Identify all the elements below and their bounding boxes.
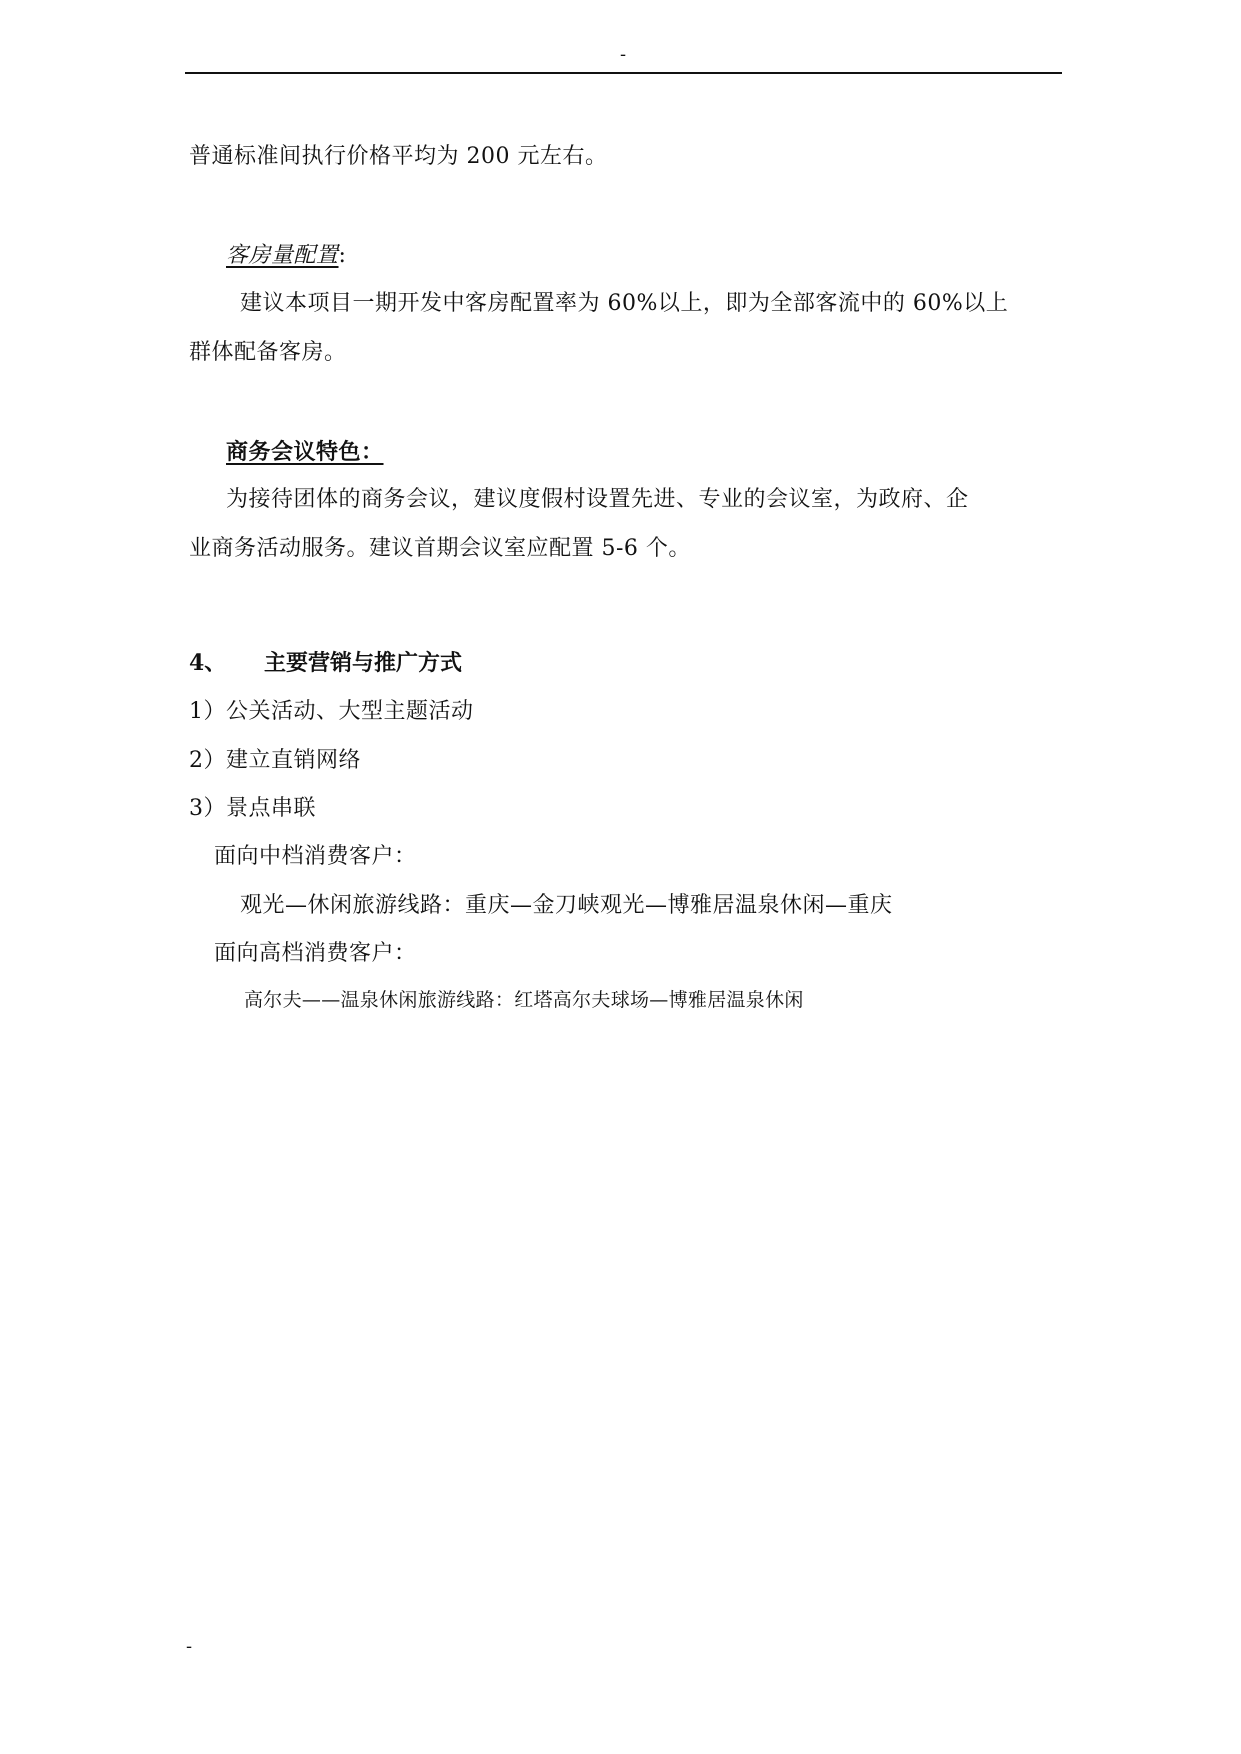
- business-meeting-heading: 商务会议特色：: [226, 439, 384, 465]
- mid-tier-label: 面向中档消费客户：: [214, 844, 417, 869]
- high-tier-route: 高尔夫——温泉休闲旅游线路：红塔高尔夫球场—博雅居温泉休闲: [244, 989, 804, 1011]
- footer-mark: -: [186, 1636, 193, 1657]
- room-config-line-1: 建议本项目一期开发中客房配置率为 60%以上，即为全部客流中的 60%以上: [240, 291, 1009, 316]
- business-meeting-line-1: 为接待团体的商务会议，建议度假村设置先进、专业的会议室，为政府、企: [226, 487, 969, 512]
- room-config-heading-text: 客房量配置: [226, 243, 339, 268]
- header-mark: -: [620, 44, 627, 65]
- room-config-heading-colon: :: [338, 243, 347, 268]
- list-item: 2）建立直销网络: [189, 748, 361, 773]
- section-4-heading: [189, 648, 462, 678]
- section-4-title: 主要营销与推广方式: [264, 650, 463, 676]
- room-config-heading: [226, 241, 346, 271]
- section-4-number: 4、: [189, 650, 227, 676]
- header-divider: [185, 72, 1062, 74]
- price-paragraph: 普通标准间执行价格平均为 200 元左右。: [189, 144, 608, 169]
- high-tier-label: 面向高档消费客户：: [214, 941, 417, 966]
- mid-tier-route: 观光—休闲旅游线路：重庆—金刀峡观光—博雅居温泉休闲—重庆: [240, 893, 893, 918]
- list-item: 1）公关活动、大型主题活动: [189, 699, 474, 724]
- list-item: 3）景点串联: [189, 796, 316, 821]
- business-meeting-line-2: 业商务活动服务。建议首期会议室应配置 5-6 个。: [189, 536, 691, 561]
- room-config-line-2: 群体配备客房。: [189, 340, 347, 365]
